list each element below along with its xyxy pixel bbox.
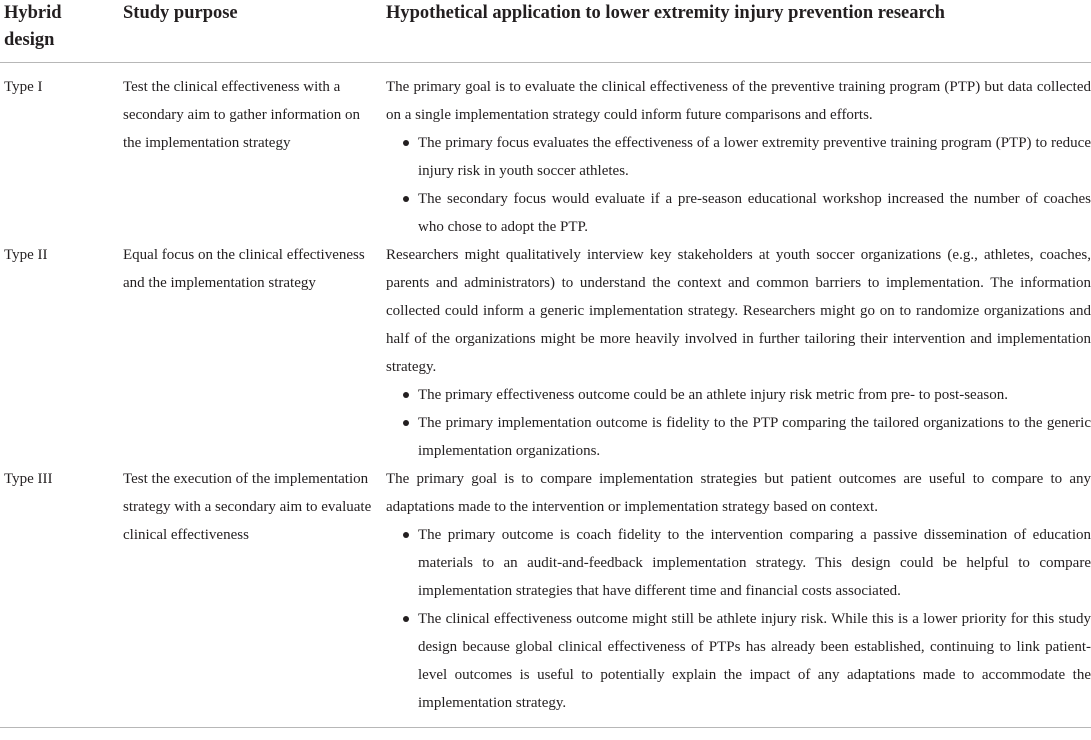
hybrid-type-cell: Type III [0,465,117,728]
study-purpose-cell: Test the execution of the implementation strategy with a secondary aim to evaluate clinical effectiveness [117,465,384,728]
header-hypothetical-application: Hypothetical application to lower extremity injury prevention research [384,0,1091,63]
hybrid-type-cell: Type II [4,247,48,263]
application-bullet-list [386,521,1091,717]
study-purpose-cell: Test the clinical effectiveness with a secondary aim to gather information on the implementation strategy [123,79,361,151]
table-row-type-1 [0,63,1091,242]
header-hybrid-design: Hybrid design [0,0,117,63]
table-row-type-3 [0,465,1091,728]
hybrid-type-cell: Type I [4,79,43,95]
application-cell [384,241,1091,465]
application-bullet-list [386,381,1091,465]
application-bullet: The primary effectiveness outcome could be an athlete injury risk metric from pre- to post-season. [386,381,1091,409]
header-row [0,0,1091,63]
header-study-purpose: Study purpose [117,0,384,63]
application-bullet: The primary outcome is coach fidelity to the intervention comparing a passive dissemination of education materials to an audit-and-feedback implementation strategy. This design could be helpful to compare implementation strategies that have different time and financial costs associated. [386,521,1091,605]
application-bullet: The clinical effectiveness outcome might still be athlete injury risk. While this is a lower priority for this study design because global clinical effectiveness of PTPs has already been established, continuing to link patient-level outcomes is useful to potentially explain the impact of any adaptations made to accommodate the implementation strategy. [386,605,1091,717]
study-purpose-cell: Equal focus on the clinical effectiveness and the implementation strategy [123,247,365,291]
table-row-type-2 [0,241,1091,465]
application-bullet: The secondary focus would evaluate if a pre-season educational workshop increased the number of coaches who chose to adopt the PTP. [386,185,1091,241]
application-intro: Researchers might qualitatively interview key stakeholders at youth soccer organizations (e.g., athletes, coaches, parents and administrators) to understand the context and common barriers to implementation. The information collected could inform a generic implementation strategy. Researchers might go on to randomize organizations and half of the organizations might be more heavily involved in further tailoring their intervention and implementation strategy. [386,247,1091,375]
application-intro: The primary goal is to compare implementation strategies but patient outcomes are useful to compare to any adaptations made to the intervention or implementation strategy based on context. [386,471,1091,515]
application-intro: The primary goal is to evaluate the clinical effectiveness of the preventive training program (PTP) but data collected on a single implementation strategy could inform future comparisons and efforts. [386,79,1091,123]
application-cell [384,465,1091,728]
application-bullet: The primary focus evaluates the effectiveness of a lower extremity preventive training program (PTP) to reduce injury risk in youth soccer athletes. [386,129,1091,185]
application-bullet: The primary implementation outcome is fidelity to the PTP comparing the tailored organizations to the generic implementation organizations. [386,409,1091,465]
application-cell [384,63,1091,242]
application-bullet-list [386,129,1091,241]
